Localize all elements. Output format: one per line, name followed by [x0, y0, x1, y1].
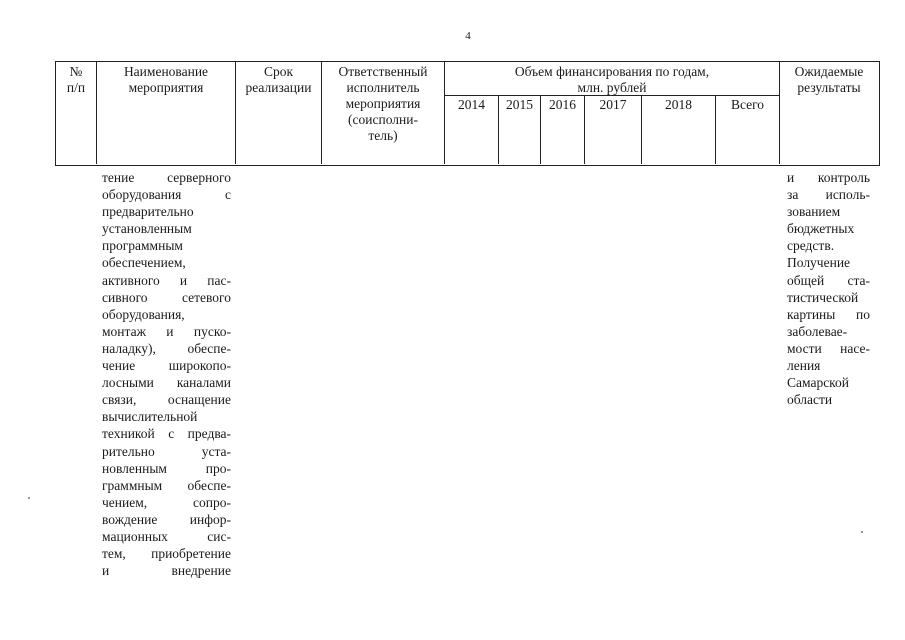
text-line: области: [787, 392, 833, 408]
text-line: техникой с предва-: [102, 426, 231, 442]
text-line: граммным обеспе-: [102, 477, 231, 493]
text-line: связи, оснащение: [102, 392, 231, 408]
text-line: вождение инфор-: [102, 511, 231, 527]
text-line: общей ста-: [787, 272, 870, 288]
header-year: 2017: [599, 97, 627, 112]
header-name: Наименование мероприятия: [123, 64, 209, 95]
text-line: обеспечением,: [102, 255, 186, 271]
page-number: 4: [465, 30, 471, 42]
expected-results-text: [787, 169, 870, 408]
text-line: и внедрение: [102, 563, 231, 579]
text-line: сивного сетевого: [102, 289, 231, 305]
header-year: 2014: [458, 97, 485, 112]
text-line: новленным про-: [102, 460, 231, 476]
header-year: 2016: [549, 97, 576, 112]
text-line: тем, приобретение: [102, 546, 231, 562]
scan-speck: [861, 531, 863, 533]
header-funding: Объем финансирования по годам, млн. рублей: [514, 64, 710, 95]
header-number: № п/п: [66, 64, 86, 95]
header-term: Срок реализации: [245, 64, 312, 95]
text-line: предварительно: [102, 204, 194, 220]
header-year: 2018: [665, 97, 692, 112]
text-line: заболевае-: [787, 323, 848, 339]
text-line: тение серверного: [102, 170, 231, 185]
text-line: чением, сопро-: [102, 494, 231, 510]
text-line: мости насе-: [787, 340, 870, 356]
header-year: 2015: [506, 97, 533, 112]
text-line: за исполь-: [787, 187, 870, 203]
text-line: монтаж и пуско-: [102, 323, 231, 339]
text-line: картины по: [787, 306, 870, 322]
text-line: ления: [787, 358, 821, 374]
activity-name-text: [102, 169, 231, 579]
header-executor: Ответственный исполнитель мероприятия (соисполни- тель): [338, 64, 428, 143]
scan-speck: [28, 497, 30, 499]
text-line: вычислительной: [102, 409, 198, 425]
text-line: оборудования с: [102, 187, 231, 203]
text-line: чение широкопо-: [102, 358, 231, 374]
text-line: оборудования,: [102, 306, 185, 322]
text-line: средств.: [787, 238, 835, 254]
text-line: Самарской: [787, 375, 850, 391]
text-line: бюджетных: [787, 221, 855, 237]
text-line: тистической: [787, 289, 859, 305]
text-line: зованием: [787, 204, 841, 220]
text-line: и контроль: [787, 170, 870, 185]
text-line: Получение: [787, 255, 851, 271]
text-line: лосными каналами: [102, 375, 231, 391]
text-line: мационных сис-: [102, 528, 231, 544]
text-line: наладку), обеспе-: [102, 340, 231, 356]
header-results: Ожидаемые результаты: [794, 64, 864, 95]
text-line: активного и пас-: [102, 272, 231, 288]
text-line: программным: [102, 238, 183, 254]
header-total: Всего: [730, 97, 765, 112]
text-line: рительно уста-: [102, 443, 231, 459]
text-line: установленным: [102, 221, 192, 237]
